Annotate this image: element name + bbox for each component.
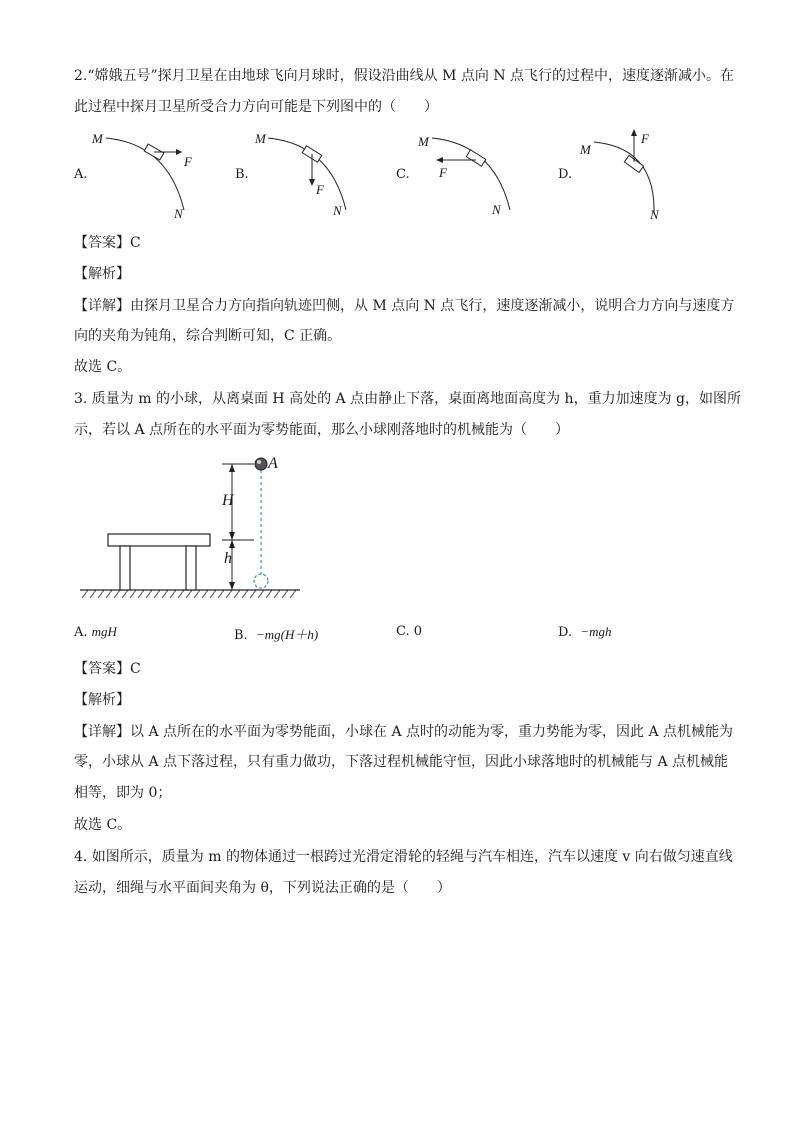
q2-detail-2: 向的夹角为钝角，综合判断可知，C 正确。 [74,328,342,344]
q3-conclusion: 故选 C。 [74,817,132,833]
q2-a-label-f: F [184,154,192,169]
q2-conclusion: 故选 C。 [74,359,132,375]
q3-option-d-letter: D. [558,625,573,640]
q2-option-c-diagram [416,128,526,218]
q2-line-1: 2.“嫦娥五号”探月卫星在由地球飞向月球时，假设沿曲线从 M 点向 N 点飞行的过程中，速度逐渐减小。在 [74,68,735,84]
q2-detail-1: 【详解】由探月卫星合力方向指向轨迹凹侧，从 M 点向 N 点飞行，速度逐渐减小，说明合力方向与速度方 [74,298,735,314]
q3-detail-1: 【详解】以 A 点所在的水平面为零势能面，小球在 A 点时的动能为零，重力势能为零，因此 A 点机械能为 [74,724,734,740]
q3-line-1: 3. 质量为 m 的小球，从离桌面 H 高处的 A 点由静止下落，桌面离地面高度为 h，重力加速度为 g，如图所 [74,391,741,407]
q3-option-a: A. mgH [74,624,117,640]
q4-line-2: 运动，细绳与水平面间夹角为 θ，下列说法正确的是（ ） [74,880,451,896]
q3-detail-2: 零，小球从 A 点下落过程，只有重力做功，下落过程机械能守恒，因此小球落地时的机械能与 A 点机械能 [74,754,729,770]
q2-b-label-m: M [255,131,266,146]
q2-option-a-diagram [90,128,200,218]
q3-option-c: C. 0 [396,624,423,639]
table-leg-right [186,546,196,590]
q3-option-b [234,624,318,643]
q2-a-label-m: M [92,131,103,146]
q3-label-a: A [268,455,278,472]
q2-d-label-m: M [580,142,591,157]
q3-line-2: 示，若以 A 点所在的水平面为零势能面，那么小球刚落地时的机械能为（ ） [74,422,570,438]
q2-c-label-m: M [418,134,429,149]
q2-a-label-n: N [174,206,183,221]
q3-option-d [558,624,612,640]
q2-option-b-diagram [252,128,362,218]
q2-answer: 【答案】C [74,235,141,251]
q2-option-a-letter: A. [74,167,88,182]
q3-label-h-big: H [222,492,234,509]
q3-option-b-expr: −mg(H＋h) [255,627,319,642]
q3-analysis-label: 【解析】 [74,692,130,708]
table-leg-left [120,546,130,590]
q3-option-b-letter: B. [234,628,248,643]
q3-detail-3: 相等，即为 0； [74,785,172,801]
q2-option-d-diagram [578,128,688,218]
q2-line-2: 此过程中探月卫星所受合力方向可能是下列图中的（ ） [74,99,438,115]
q4-line-1: 4. 如图所示，质量为 m 的物体通过一根跨过光滑定滑轮的轻绳与汽车相连，汽车以速度 v 向右做匀速直线 [74,849,733,865]
table-top [108,534,210,546]
q2-b-label-f: F [316,182,324,197]
q2-option-d-letter: D. [558,167,573,182]
q2-c-label-f: F [439,165,447,180]
q2-analysis-label: 【解析】 [74,266,130,282]
ball-landing [254,574,268,588]
q3-diagram [78,452,308,604]
ball [255,458,267,470]
ground-hatching [82,590,296,598]
q2-d-label-n: N [650,207,659,222]
q2-d-label-f: F [641,131,649,146]
q3-answer: 【答案】C [74,661,141,677]
q2-option-c-letter: C. [396,167,410,182]
q3-label-h-small: h [224,550,232,567]
q2-option-b-letter: B. [235,167,249,182]
q2-c-label-n: N [492,202,501,217]
q3-option-d-expr: −mgh [580,624,612,639]
q2-b-label-n: N [333,203,342,218]
